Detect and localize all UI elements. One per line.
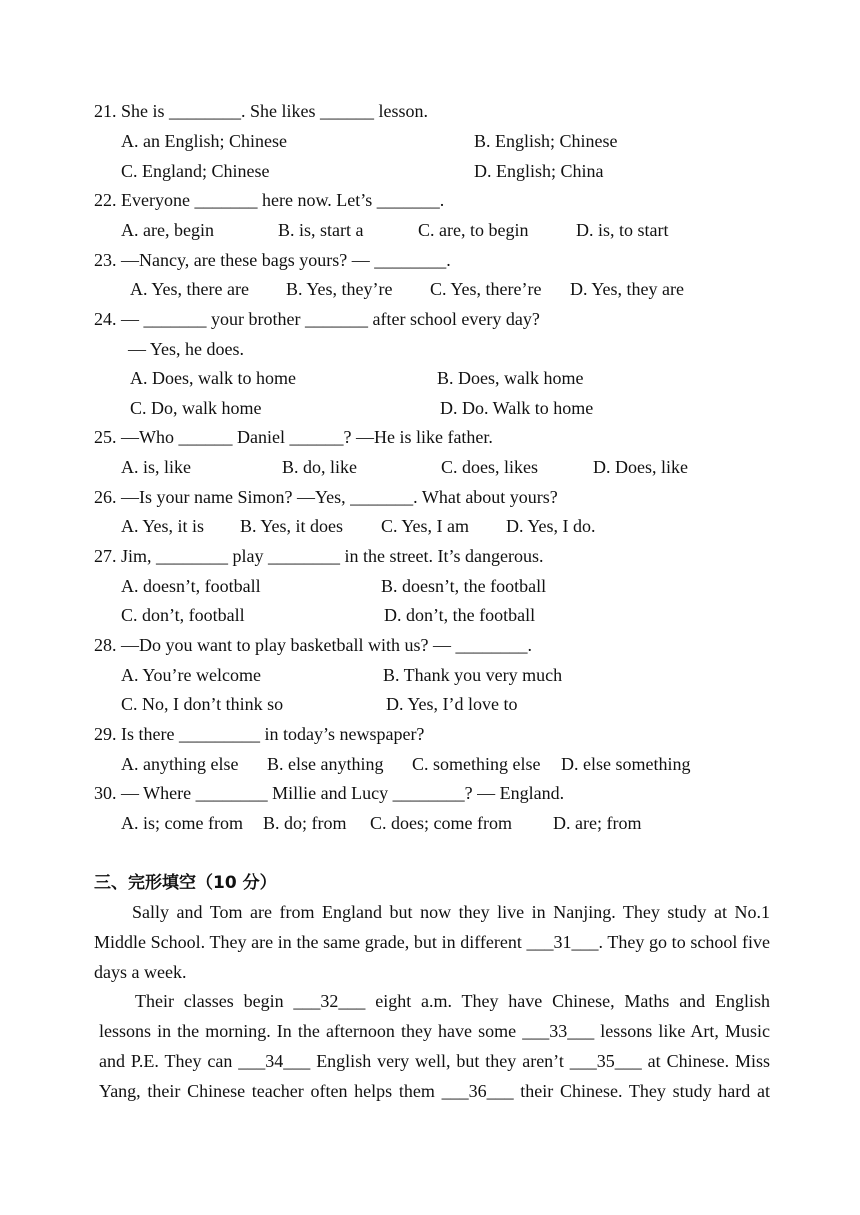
q23-option-b: B. Yes, they’re — [286, 279, 393, 299]
passage-line: Yang, their Chinese teacher often helps them ___36___ their Chinese. They study hard at — [99, 1081, 770, 1101]
q27-option-a: A. doesn’t, football — [121, 576, 261, 596]
question-26-stem: 26. —Is your name Simon? —Yes, _______. What about yours? — [94, 487, 558, 507]
question-21-stem: 21. She is ________. She likes ______ lesson. — [94, 101, 429, 121]
passage-line: days a week. — [94, 962, 187, 982]
q24-reply: — Yes, he does. — [128, 339, 245, 359]
passage-line: and P.E. They can ___34___ English very well, but they aren’t ___35___ at Chinese. Miss — [99, 1051, 770, 1071]
q29-option-b: B. else anything — [267, 754, 384, 774]
q21-option-c: C. England; Chinese — [121, 161, 270, 181]
q23-option-c: C. Yes, there’re — [430, 279, 542, 299]
q30-option-c: C. does; come from — [370, 813, 512, 833]
q30-option-a: A. is; come from — [121, 813, 243, 833]
question-22-stem: 22. Everyone _______ here now. Let’s _______. — [94, 190, 445, 210]
question-30-stem: 30. — Where ________ Millie and Lucy ________? — England. — [94, 783, 565, 803]
passage-line: lessons in the morning. In the afternoon they have some ___33___ lessons like Art, Music — [99, 1021, 770, 1041]
q30-option-b: B. do; from — [263, 813, 347, 833]
q27-option-c: C. don’t, football — [121, 605, 245, 625]
q22-option-c: C. are, to begin — [418, 220, 529, 240]
q25-option-c: C. does, likes — [441, 457, 538, 477]
q22-option-a: A. are, begin — [121, 220, 214, 240]
section-title: 三、完形填空（10 分） — [94, 873, 277, 893]
q26-option-a: A. Yes, it is — [121, 516, 205, 536]
q22-option-d: D. is, to start — [576, 220, 669, 240]
q29-option-c: C. something else — [412, 754, 541, 774]
q27-option-d: D. don’t, the football — [384, 605, 536, 625]
q24-option-b: B. Does, walk home — [437, 368, 584, 388]
q29-option-d: D. else something — [561, 754, 691, 774]
q23-option-a: A. Yes, there are — [130, 279, 249, 299]
q23-option-d: D. Yes, they are — [570, 279, 684, 299]
q24-option-c: C. Do, walk home — [130, 398, 262, 418]
q25-option-b: B. do, like — [282, 457, 357, 477]
q27-option-b: B. doesn’t, the football — [381, 576, 547, 596]
q21-option-d: D. English; China — [474, 161, 604, 181]
q28-option-c: C. No, I don’t think so — [121, 694, 284, 714]
question-25-stem: 25. —Who ______ Daniel ______? —He is like father. — [94, 427, 493, 447]
passage-line: Sally and Tom are from England but now they live in Nanjing. They study at No.1 — [132, 902, 770, 922]
q21-option-b: B. English; Chinese — [474, 131, 618, 151]
passage-line: Their classes begin ___32___ eight a.m. They have Chinese, Maths and English — [135, 991, 770, 1011]
q25-option-a: A. is, like — [121, 457, 191, 477]
question-28-stem: 28. —Do you want to play basketball with us? — ________. — [94, 635, 532, 655]
q24-option-d: D. Do. Walk to home — [440, 398, 594, 418]
q24-option-a: A. Does, walk to home — [130, 368, 296, 388]
q30-option-d: D. are; from — [553, 813, 642, 833]
q21-option-a: A. an English; Chinese — [121, 131, 287, 151]
q26-option-c: C. Yes, I am — [381, 516, 470, 536]
q22-option-b: B. is, start a — [278, 220, 364, 240]
q28-option-a: A. You’re welcome — [121, 665, 261, 685]
q29-option-a: A. anything else — [121, 754, 239, 774]
question-29-stem: 29. Is there _________ in today’s newspaper? — [94, 724, 425, 744]
question-27-stem: 27. Jim, ________ play ________ in the street. It’s dangerous. — [94, 546, 544, 566]
q26-option-d: D. Yes, I do. — [506, 516, 596, 536]
q28-option-d: D. Yes, I’d love to — [386, 694, 518, 714]
q25-option-d: D. Does, like — [593, 457, 688, 477]
q26-option-b: B. Yes, it does — [240, 516, 344, 536]
q28-option-b: B. Thank you very much — [383, 665, 563, 685]
question-24-stem: 24. — _______ your brother _______ after school every day? — [94, 309, 540, 329]
question-23-stem: 23. —Nancy, are these bags yours? — ________. — [94, 250, 451, 270]
passage-line: Middle School. They are in the same grade, but in different ___31___. They go to school five — [94, 932, 770, 952]
